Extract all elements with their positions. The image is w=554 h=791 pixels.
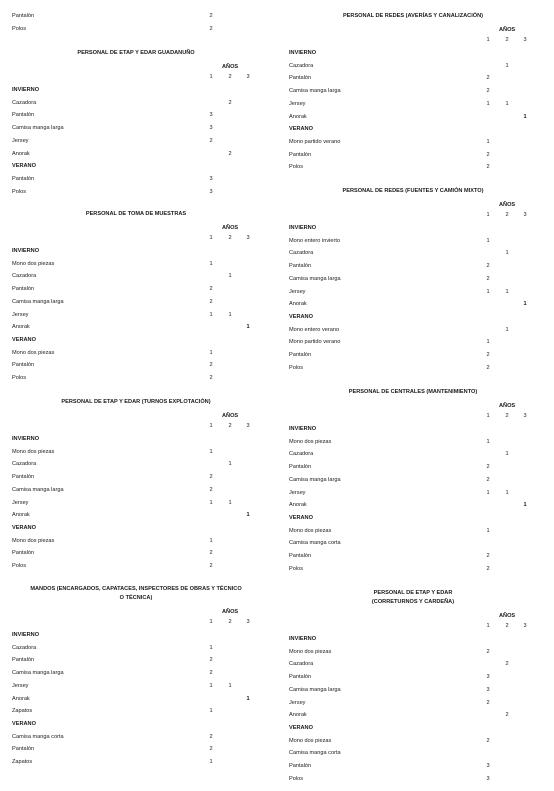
section-title (277, 589, 549, 607)
garment-label: Cazadora (12, 99, 37, 106)
garment-row (0, 656, 272, 665)
garment-row (277, 527, 549, 536)
garment-label: Cazadora (12, 644, 37, 651)
garment-row (0, 460, 272, 469)
garment-label: Pantalón (12, 286, 35, 293)
quantity-year-3: 1 (523, 113, 527, 120)
quantity-year-1: 2 (209, 474, 213, 481)
garment-row (0, 111, 272, 120)
garment-label: Camisa manga larga (289, 275, 341, 282)
quantity-year-3: 1 (523, 301, 527, 308)
year-header-3: 3 (246, 235, 250, 241)
year-header-2: 2 (505, 413, 509, 419)
section-title (0, 210, 272, 219)
garment-row (277, 673, 549, 682)
garment-row (0, 669, 272, 678)
garment-label: Pantalón (289, 763, 312, 769)
year-header-2: 2 (505, 37, 509, 43)
garment-label: Jersey (12, 499, 29, 506)
garment-row (0, 758, 272, 767)
garment-label: Cazadora (289, 661, 314, 668)
quantity-year-1: 2 (209, 25, 213, 32)
garment-row (0, 682, 272, 691)
section-title (277, 187, 549, 196)
garment-row (0, 473, 272, 482)
garment-label: Pantalón (12, 362, 35, 369)
quantity-year-2: 1 (505, 288, 509, 295)
quantity-year-1: 1 (209, 759, 213, 765)
garment-label: Anorak (12, 695, 30, 702)
garment-row (277, 450, 549, 459)
year-header-3: 3 (523, 623, 527, 629)
year-header-2: 2 (228, 619, 232, 625)
garment-label: Mono partido verano (289, 339, 341, 346)
quantity-year-1: 2 (209, 670, 213, 677)
garment-label: Pantalón (12, 550, 35, 557)
garment-label: Mono dos piezas (289, 648, 332, 655)
garment-row (277, 237, 549, 246)
garment-label: Pantalón (289, 151, 312, 158)
garment-label: Zapatos (12, 759, 33, 765)
quantity-year-1: 2 (486, 151, 490, 158)
section-title (0, 585, 272, 603)
garment-label: Pantalón (12, 474, 35, 481)
quantity-year-1: 2 (209, 362, 213, 369)
garment-label: Polos (12, 25, 26, 32)
years-header: AÑOS (222, 609, 239, 615)
year-header-1: 1 (209, 423, 213, 429)
year-header-3: 3 (523, 212, 527, 218)
quantity-year-1: 2 (209, 550, 213, 557)
season-label: INVIERNO (12, 436, 40, 442)
section-title-line: PERSONAL DE TOMA DE MUESTRAS (85, 211, 187, 217)
garment-row (277, 501, 549, 510)
garment-label: Mono dos piezas (12, 448, 55, 455)
garment-row (277, 686, 549, 695)
garment-row (0, 695, 272, 704)
year-header-1: 1 (486, 212, 490, 218)
garment-row (277, 737, 549, 746)
garment-row (0, 12, 272, 21)
garment-row (277, 113, 549, 122)
garment-row (277, 62, 549, 71)
garment-row (0, 733, 272, 742)
garment-label: Polos (289, 565, 303, 572)
quantity-year-1: 2 (486, 164, 490, 171)
garment-label: Mono dos piezas (289, 737, 332, 744)
quantity-year-3: 1 (246, 324, 250, 331)
garment-label: Jersey (289, 288, 306, 295)
garment-row (0, 150, 272, 159)
section-title-line: PERSONAL DE ETAP Y EDAR (373, 590, 453, 596)
quantity-year-1: 1 (486, 237, 490, 244)
section-title-line: PERSONAL DE ETAP Y EDAR GUADANUÑO (77, 50, 195, 56)
garment-label: Mono dos piezas (12, 537, 55, 544)
year-header-3: 3 (246, 423, 250, 429)
garment-row (277, 138, 549, 147)
quantity-year-1: 2 (209, 746, 213, 753)
year-header-1: 1 (486, 37, 490, 43)
garment-row (277, 300, 549, 309)
garment-row (277, 539, 549, 548)
garment-row (0, 323, 272, 332)
season-label: VERANO (12, 163, 36, 170)
garment-row (0, 137, 272, 146)
quantity-year-2: 2 (228, 150, 232, 157)
quantity-year-1: 3 (209, 188, 213, 195)
garment-label: Camisa manga corta (12, 733, 64, 740)
garment-row (277, 364, 549, 373)
quantity-year-2: 2 (228, 99, 232, 106)
garment-row (0, 260, 272, 269)
garment-label: Cazadora (12, 273, 37, 280)
garment-label: Jersey (289, 699, 306, 706)
season-label: VERANO (12, 524, 36, 531)
garment-row (277, 100, 549, 109)
garment-label: Mono dos piezas (289, 527, 332, 534)
garment-row (0, 99, 272, 108)
garment-label: Anorak (289, 712, 307, 719)
section-title (0, 49, 272, 58)
garment-row (277, 552, 549, 561)
years-header: AÑOS (222, 64, 239, 70)
quantity-year-1: 2 (209, 298, 213, 305)
year-header-3: 3 (523, 413, 527, 419)
garment-row (0, 707, 272, 716)
quantity-year-1: 3 (486, 763, 490, 769)
garment-row (0, 549, 272, 558)
years-header: AÑOS (499, 202, 516, 208)
garment-label: Pantalón (12, 657, 35, 664)
garment-label: Jersey (12, 311, 29, 318)
year-header-3: 3 (246, 619, 250, 625)
season-label: INVIERNO (289, 50, 317, 56)
garment-label: Pantalón (289, 263, 312, 270)
garment-label: Cazadora (289, 451, 314, 458)
garment-label: Pantalón (289, 674, 312, 681)
quantity-year-1: 1 (209, 448, 213, 455)
garment-label: Pantalón (289, 553, 312, 559)
garment-row (277, 275, 549, 284)
garment-row (0, 361, 272, 370)
garment-label: Mono dos piezas (12, 349, 55, 356)
quantity-year-1: 2 (209, 137, 213, 144)
quantity-year-1: 1 (209, 349, 213, 356)
garment-row (0, 499, 272, 508)
garment-label: Pantalón (12, 112, 35, 119)
quantity-year-2: 1 (228, 499, 232, 506)
garment-row (0, 272, 272, 281)
season-label: INVIERNO (289, 636, 317, 642)
garment-label: Camisa manga larga (12, 486, 64, 493)
garment-label: Anorak (289, 301, 307, 308)
garment-label: Anorak (289, 113, 307, 120)
quantity-year-1: 3 (209, 112, 213, 119)
quantity-year-1: 1 (209, 499, 213, 506)
garment-row (277, 463, 549, 472)
garment-label: Polos (12, 375, 26, 381)
section-title-line: PERSONAL DE ETAP Y EDAR (TURNOS EXPLOTACIÓN) (61, 399, 211, 405)
garment-label: Camisa manga larga (289, 88, 341, 95)
garment-row (277, 288, 549, 297)
section-title (277, 388, 549, 397)
quantity-year-2: 1 (228, 461, 232, 468)
garment-row (277, 749, 549, 758)
season-label: VERANO (289, 724, 313, 731)
quantity-year-3: 1 (523, 502, 527, 509)
garment-label: Camisa manga larga (12, 670, 64, 677)
quantity-year-2: 1 (228, 682, 232, 689)
garment-label: Pantalón (12, 746, 35, 753)
garment-row (277, 87, 549, 96)
quantity-year-1: 2 (209, 375, 213, 381)
quantity-year-2: 1 (228, 273, 232, 280)
season-label: INVIERNO (289, 426, 317, 432)
quantity-year-2: 1 (505, 451, 509, 458)
garment-label: Mono entero verano (289, 326, 340, 333)
garment-label: Pantalón (289, 75, 312, 82)
garment-label: Zapatos (12, 708, 33, 715)
section-title-line: O TÉCNICA) (119, 595, 153, 601)
section-title-line: PERSONAL DE REDES (FUENTES Y CAMIÓN MIXTO) (342, 188, 484, 194)
quantity-year-1: 2 (486, 88, 490, 95)
year-header-2: 2 (505, 623, 509, 629)
years-header: AÑOS (499, 403, 516, 409)
garment-label: Jersey (12, 682, 29, 689)
garment-row (277, 699, 549, 708)
quantity-year-2: 1 (505, 100, 509, 107)
year-header-1: 1 (209, 619, 213, 625)
garment-label: Mono partido verano (289, 138, 341, 145)
quantity-year-3: 1 (246, 695, 250, 702)
quantity-year-1: 1 (209, 708, 213, 715)
season-label: VERANO (289, 313, 313, 320)
garment-label: Anorak (289, 502, 307, 509)
garment-label: Cazadora (289, 62, 314, 69)
year-header-2: 2 (228, 74, 232, 80)
quantity-year-1: 1 (209, 311, 213, 318)
year-header-1: 1 (486, 623, 490, 629)
quantity-year-1: 2 (209, 286, 213, 293)
garment-row (0, 285, 272, 294)
year-header-1: 1 (486, 413, 490, 419)
quantity-year-1: 2 (486, 352, 490, 358)
quantity-year-1: 2 (209, 657, 213, 664)
quantity-year-1: 2 (209, 13, 213, 19)
garment-row (0, 25, 272, 34)
garment-label: Polos (12, 563, 26, 569)
quantity-year-1: 1 (486, 339, 490, 346)
quantity-year-1: 1 (486, 100, 490, 107)
season-label: INVIERNO (12, 87, 40, 93)
quantity-year-1: 2 (486, 699, 490, 706)
quantity-year-1: 1 (209, 644, 213, 651)
garment-row (0, 374, 272, 383)
garment-row (277, 351, 549, 360)
garment-row (277, 163, 549, 172)
quantity-year-1: 2 (209, 733, 213, 740)
quantity-year-1: 3 (209, 125, 213, 132)
quantity-year-2: 1 (505, 62, 509, 69)
garment-row (0, 175, 272, 184)
garment-label: Camisa manga larga (12, 298, 64, 305)
garment-label: Pantalón (12, 13, 35, 19)
quantity-year-2: 1 (505, 326, 509, 333)
garment-row (0, 448, 272, 457)
season-label: VERANO (289, 514, 313, 521)
year-header-3: 3 (523, 37, 527, 43)
quantity-year-1: 2 (486, 476, 490, 483)
garment-label: Mono dos piezas (289, 438, 332, 445)
garment-label: Cazadora (12, 461, 37, 468)
quantity-year-1: 1 (486, 288, 490, 295)
quantity-year-1: 1 (209, 537, 213, 544)
garment-row (0, 562, 272, 571)
quantity-year-1: 1 (486, 527, 490, 534)
quantity-year-1: 3 (486, 674, 490, 681)
garment-label: Jersey (289, 100, 306, 107)
garment-label: Jersey (289, 489, 306, 496)
year-header-3: 3 (246, 74, 250, 80)
quantity-year-1: 2 (209, 563, 213, 569)
season-label: VERANO (289, 126, 313, 133)
season-label: VERANO (12, 336, 36, 343)
garment-label: Camisa manga corta (289, 540, 341, 547)
garment-label: Camisa manga larga (289, 476, 341, 483)
quantity-year-1: 2 (486, 275, 490, 282)
garment-label: Anorak (12, 324, 30, 331)
quantity-year-1: 1 (486, 489, 490, 496)
garment-row (0, 486, 272, 495)
garment-row (277, 249, 549, 258)
quantity-year-1: 2 (486, 737, 490, 744)
garment-row (277, 711, 549, 720)
garment-row (277, 648, 549, 657)
garment-row (0, 298, 272, 307)
quantity-year-1: 2 (209, 486, 213, 493)
garment-row (277, 660, 549, 669)
garment-label: Pantalón (289, 464, 312, 471)
quantity-year-1: 3 (486, 775, 490, 782)
garment-label: Cazadora (289, 250, 314, 257)
garment-row (0, 644, 272, 653)
garment-label: Anorak (12, 512, 30, 519)
garment-label: Camisa manga larga (289, 686, 341, 693)
garment-row (277, 565, 549, 574)
quantity-year-2: 1 (505, 489, 509, 496)
garment-label: Mono dos piezas (12, 260, 55, 267)
garment-row (277, 438, 549, 447)
garment-row (277, 476, 549, 485)
quantity-year-2: 1 (228, 311, 232, 318)
garment-label: Camisa manga corta (289, 750, 341, 757)
quantity-year-1: 1 (486, 438, 490, 445)
quantity-year-2: 1 (505, 250, 509, 257)
garment-row (277, 326, 549, 335)
garment-row (277, 74, 549, 83)
quantity-year-1: 3 (209, 175, 213, 182)
garment-row (0, 188, 272, 197)
garment-label: Polos (12, 188, 26, 195)
season-label: INVIERNO (12, 632, 40, 638)
garment-label: Pantalón (289, 352, 312, 358)
quantity-year-2: 2 (505, 661, 509, 668)
quantity-year-3: 1 (246, 512, 250, 519)
garment-row (0, 511, 272, 520)
year-header-2: 2 (228, 423, 232, 429)
quantity-year-1: 2 (486, 648, 490, 655)
garment-label: Polos (289, 164, 303, 171)
garment-row (277, 338, 549, 347)
year-header-1: 1 (209, 235, 213, 241)
section-title-line: PERSONAL DE CENTRALES (MANTENIMIENTO) (348, 389, 478, 395)
garment-label: Jersey (12, 137, 29, 144)
garment-row (277, 775, 549, 784)
section-title-line: PERSONAL DE REDES (AVERÍAS Y CANALIZACIÓN) (342, 13, 484, 19)
garment-label: Polos (289, 364, 303, 371)
quantity-year-1: 2 (486, 263, 490, 270)
season-label: INVIERNO (12, 248, 40, 254)
quantity-year-1: 1 (209, 682, 213, 689)
garment-row (277, 489, 549, 498)
season-label: INVIERNO (289, 225, 317, 231)
garment-row (0, 311, 272, 320)
years-header: AÑOS (222, 413, 239, 419)
quantity-year-1: 1 (486, 138, 490, 145)
quantity-year-1: 2 (486, 553, 490, 559)
section-title (277, 12, 549, 21)
year-header-1: 1 (209, 74, 213, 80)
years-header: AÑOS (222, 225, 239, 231)
year-header-2: 2 (228, 235, 232, 241)
quantity-year-1: 2 (486, 364, 490, 371)
garment-row (0, 124, 272, 133)
garment-label: Mono entero invierto (289, 237, 340, 244)
quantity-year-1: 2 (486, 565, 490, 572)
years-header: AÑOS (499, 27, 516, 33)
section-title-line: (CORRETURNOS Y CARDEÑA) (371, 599, 455, 605)
quantity-year-1: 2 (486, 464, 490, 471)
garment-label: Anorak (12, 150, 30, 157)
garment-row (0, 537, 272, 546)
section-title (0, 398, 272, 407)
garment-row (277, 262, 549, 271)
garment-label: Camisa manga larga (12, 125, 64, 132)
garment-row (0, 349, 272, 358)
garment-row (0, 745, 272, 754)
year-header-2: 2 (505, 212, 509, 218)
garment-row (277, 762, 549, 771)
quantity-year-2: 2 (505, 712, 509, 719)
quantity-year-1: 2 (486, 75, 490, 82)
garment-label: Pantalón (12, 175, 35, 182)
season-label: VERANO (12, 720, 36, 727)
quantity-year-1: 3 (486, 686, 490, 693)
quantity-year-1: 1 (209, 260, 213, 267)
section-title-line: MANDOS (ENCARGADOS, CAPATACES, INSPECTORES DE OBRAS Y TÉCNICO (30, 586, 242, 592)
years-header: AÑOS (499, 613, 516, 619)
garment-label: Polos (289, 775, 303, 782)
garment-row (277, 151, 549, 160)
